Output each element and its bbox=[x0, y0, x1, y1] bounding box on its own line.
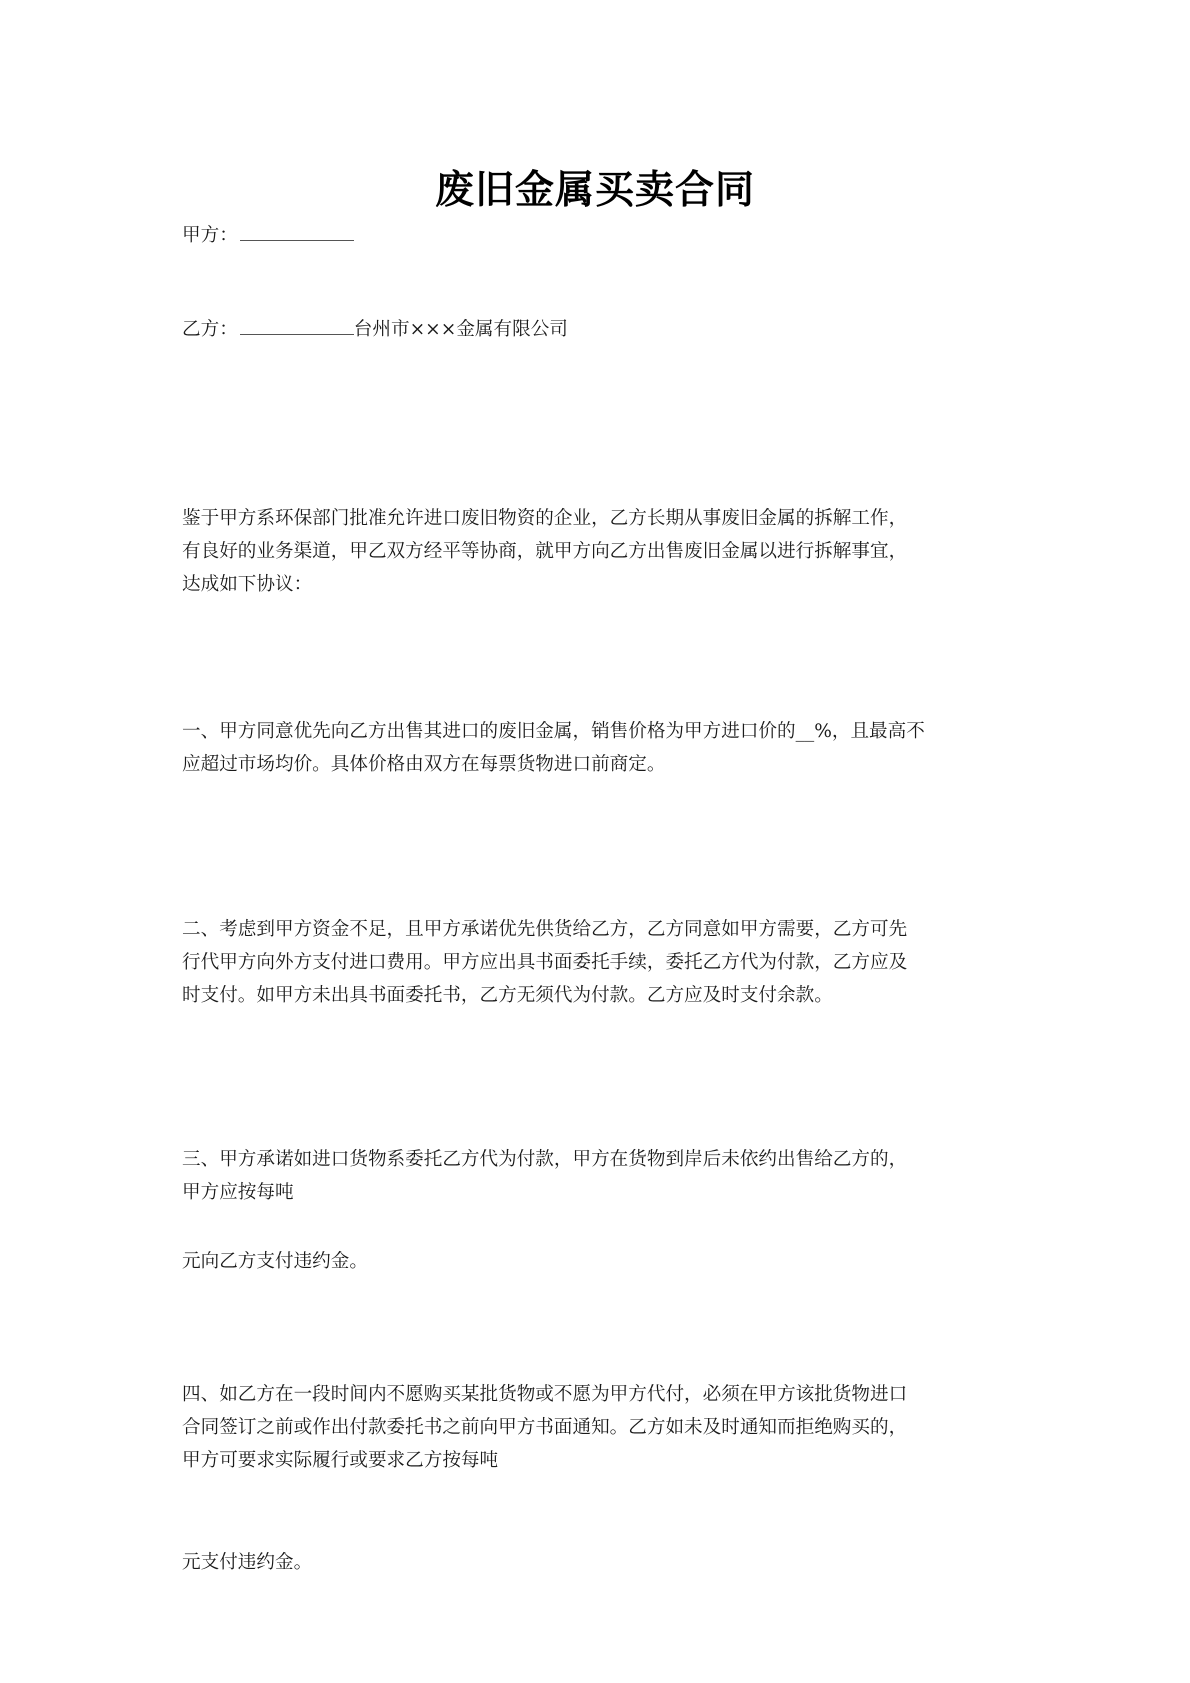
clause-line: 行代甲方向外方支付进口费用。甲方应出具书面委托手续，委托乙方代为付款，乙方应及 bbox=[182, 952, 908, 973]
clause-line: 一、甲方同意优先向乙方出售其进口的废旧金属，销售价格为甲方进口价的__%，且最高不 bbox=[182, 721, 925, 742]
clause-line: 应超过市场均价。具体价格由双方在每票货物进口前商定。 bbox=[182, 754, 666, 775]
clause-line: 甲方应按每吨 bbox=[182, 1182, 294, 1203]
party-b-label: 乙方： bbox=[182, 319, 238, 340]
clause-line: 三、甲方承诺如进口货物系委托乙方代为付款，甲方在货物到岸后未依约出售给乙方的， bbox=[182, 1149, 908, 1170]
party-a-line bbox=[182, 219, 354, 252]
clause-3 bbox=[182, 1143, 1012, 1209]
clause-line: 二、考虑到甲方资金不足，且甲方承诺优先供货给乙方，乙方同意如甲方需要，乙方可先 bbox=[182, 919, 908, 940]
document-title: 废旧金属买卖合同 bbox=[434, 167, 755, 213]
clause-4-continuation: 元支付违约金。 bbox=[182, 1552, 313, 1573]
party-a-label: 甲方： bbox=[182, 225, 238, 246]
clause-line: 四、如乙方在一段时间内不愿购买某批货物或不愿为甲方代付，必须在甲方该批货物进口 bbox=[182, 1384, 908, 1405]
clause-line: 甲方可要求实际履行或要求乙方按每吨 bbox=[182, 1450, 499, 1471]
clause-2 bbox=[182, 913, 1012, 1012]
clause-line: 合同签订之前或作出付款委托书之前向甲方书面通知。乙方如未及时通知而拒绝购买的， bbox=[182, 1417, 908, 1438]
clause-3-continuation: 元向乙方支付违约金。 bbox=[182, 1251, 368, 1272]
preamble-paragraph bbox=[182, 502, 1012, 601]
preamble-line: 鉴于甲方系环保部门批准允许进口废旧物资的企业，乙方长期从事废旧金属的拆解工作， bbox=[182, 508, 908, 529]
clause-4 bbox=[182, 1378, 1012, 1477]
preamble-line: 达成如下协议： bbox=[182, 574, 313, 595]
party-a-blank-field[interactable] bbox=[240, 226, 354, 241]
clause-line: 时支付。如甲方未出具书面委托书，乙方无须代为付款。乙方应及时支付余款。 bbox=[182, 985, 833, 1006]
party-b-value: 台州市×××金属有限公司 bbox=[353, 319, 568, 340]
party-b-line bbox=[182, 313, 568, 346]
clause-1 bbox=[182, 715, 1012, 781]
party-b-blank-field[interactable] bbox=[240, 320, 354, 335]
preamble-line: 有良好的业务渠道，甲乙双方经平等协商，就甲方向乙方出售废旧金属以进行拆解事宜， bbox=[182, 541, 908, 562]
